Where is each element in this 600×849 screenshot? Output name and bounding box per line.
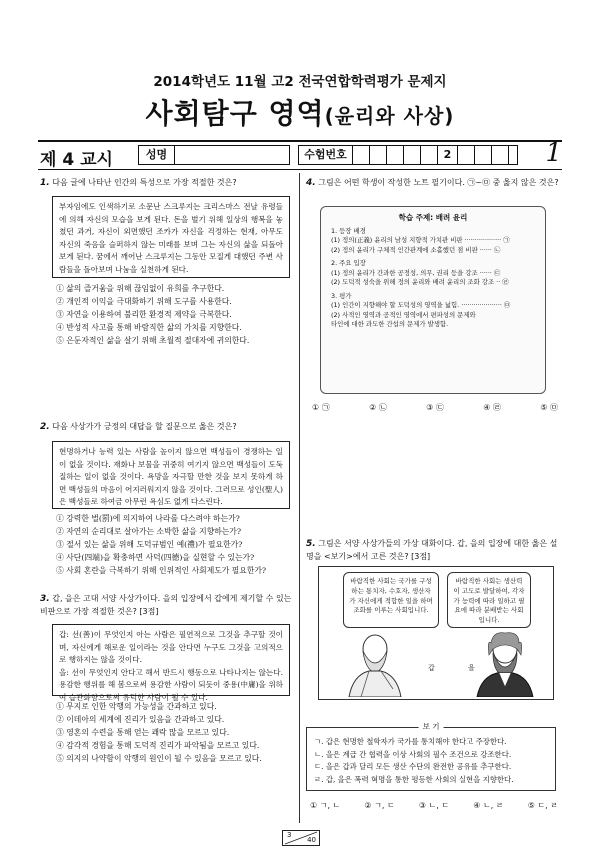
column-divider xyxy=(299,173,300,823)
q2-stem: 다음 사상가가 긍정의 대답을 할 질문으로 옳은 것은? xyxy=(52,422,237,431)
q2-option-2[interactable]: ② 자연의 순리대로 살아가는 소박한 삶을 지향하는가? xyxy=(56,527,242,536)
name-label: 성명 xyxy=(139,146,175,164)
q4-note-title: 학습 주제: 배려 윤리 xyxy=(398,213,468,222)
q3-options xyxy=(56,700,294,765)
q4-stem: 그림은 어떤 학생이 작성한 노트 필기이다. ㉠~㉤ 중 옳지 않은 것은? xyxy=(318,178,559,187)
header-rule xyxy=(38,140,562,142)
q5-bogi xyxy=(306,722,556,791)
period-label: 제 4 교시 xyxy=(40,150,113,170)
q3-option-1[interactable]: ① 무지로 인한 악행의 가능성을 간과하고 있다. xyxy=(56,702,217,711)
q3-passage-eul: 을: 선이 무엇인지 안다고 해서 반드시 행동으로 나타나지는 않는다. 용감한 행위를 해 봄으로써 용감한 사람이 되듯이 중용(中庸)을 위하여 습관화함으로써 유덕한 사람이 될 수 있다. xyxy=(59,667,283,702)
number-box xyxy=(298,145,518,165)
label-eul: 을 xyxy=(468,664,475,672)
label-gap: 갑 xyxy=(428,664,435,672)
number-digit: 2 xyxy=(438,146,458,164)
name-box xyxy=(138,145,290,165)
q2-option-3[interactable]: ③ 절서 있는 삶을 위해 도덕규범인 예(禮)가 필요한가? xyxy=(56,540,243,549)
philosopher-gap-figure xyxy=(339,629,411,697)
q2-passage: 현명하거나 능력 있는 사람을 높이지 않으면 백성들이 경쟁하는 일이 없을 것이다. 재화나 보물을 귀중히 여기지 않으면 백성들이 도둑질하는 일이 없을 것이다. 욕망을 자극할 만한 것을 보지 못하게 하면 백성들의 마음이 어지러워지지 않을 것이다. 그러므로 성인(聖人)은 백성들로 하여금 아무런 욕심도 없게 다스린다. xyxy=(52,441,290,509)
q4-choice-3[interactable]: ③ ㉢ xyxy=(426,403,444,412)
q4-section-1: 1. 등장 배경 (1) 정의(正義) 윤리의 남성 지향적 가치관 비판 ·················· ㉠ (2) 정의 윤리가 구체적 인간관계에 소홀했던 점 비판 ······ ㉡ xyxy=(331,226,510,254)
q1-option-3[interactable]: ③ 자연을 이용하여 불리한 환경적 제약을 극복한다. xyxy=(56,310,232,319)
page-counter-bottom: 40 xyxy=(307,836,316,844)
q5-choice-4[interactable]: ④ ㄴ, ㄹ xyxy=(473,801,504,810)
q3-option-2[interactable]: ② 이데아의 세계에 진리가 있음을 간과하고 있다. xyxy=(56,715,225,724)
q3-option-4[interactable]: ④ 감각적 경험을 통해 도덕적 진리가 파악됨을 모르고 있다. xyxy=(56,741,260,750)
subject-title xyxy=(0,92,600,132)
question-4: 4. 그림은 어떤 학생이 작성한 노트 필기이다. ㉠~㉤ 중 옳지 않은 것은? xyxy=(306,178,559,188)
subject-sub: (윤리와 사상) xyxy=(324,104,455,128)
q1-option-4[interactable]: ④ 반성적 사고를 통해 바람직한 삶의 가치를 지향한다. xyxy=(56,323,242,332)
q1-passage: 부자임에도 인색하기로 소문난 스크루지는 크리스마스 전날 유령들에 의해 자신의 모습을 보게 된다. 돈을 벌기 위해 일상의 행복을 놓쳤던 과거, 자신이 외면했던 조카가 자신을 걱정하는 현재, 아무도 자신의 죽음을 슬퍼하지 않는 미래를 보며 그는 자신의 삶을 되돌아보게 된다. 꿈에서 깨어난 스크루지는 그동안 모질게 대했던 주변 사람들을 돌아보며 나눔을 실천하게 된다. xyxy=(52,196,290,278)
subject-main: 사회탐구 영역 xyxy=(145,97,325,130)
page-number: 1 xyxy=(545,138,562,168)
q4-section-2: 2. 주요 입장 (1) 정의 윤리가 간과한 공정성, 의무, 권리 등을 강조 ······ ㉢ (2) 도덕적 성숙을 위해 정의 윤리와 배려 윤리의 조화 강조 ·· ㉣ xyxy=(331,259,509,286)
bogi-item-3: ㄷ. 을은 갑과 달리 모든 생산 수단의 완전한 공유를 추구한다. xyxy=(314,762,512,771)
question-2: 2. 다음 사상가가 긍정의 대답을 할 질문으로 옳은 것은? xyxy=(40,422,237,432)
q5-choice-2[interactable]: ② ㄱ, ㄷ xyxy=(364,801,395,810)
q5-choice-1[interactable]: ① ㄱ, ㄴ xyxy=(310,801,341,810)
q1-option-2[interactable]: ② 개인적 이익을 극대화하기 위해 도구를 사용한다. xyxy=(56,297,232,306)
bogi-item-4: ㄹ. 갑, 을은 폭력 혁명을 통한 평등한 사회의 실현을 지향한다. xyxy=(314,774,514,784)
q3-option-5[interactable]: ⑤ 의지의 나약함이 악행의 원인이 될 수 있음을 모르고 있다. xyxy=(56,754,262,763)
q1-option-1[interactable]: ① 삶의 즐거움을 위해 끊임없이 유희를 추구한다. xyxy=(56,284,225,293)
bubble-gap: 바람직한 사회는 국가를 구성하는 통치자, 수호자, 생산자가 자신에게 적합한 일을 하며 조화를 이루는 사회입니다. xyxy=(343,572,439,628)
q5-stem: 그림은 서양 사상가들의 가상 대화이다. 갑, 을의 입장에 대한 옳은 설명을 <보기>에서 고른 것은? [3점] xyxy=(306,539,558,561)
q5-illustration xyxy=(318,566,554,700)
q5-choices xyxy=(310,800,558,811)
bogi-item-1: ㄱ. 갑은 현명한 철학자가 국가를 통치해야 한다고 주장한다. xyxy=(314,737,507,746)
q1-options xyxy=(56,282,292,347)
q1-option-5[interactable]: ⑤ 은둔자적인 삶을 살기 위해 초월적 절대자에 귀의한다. xyxy=(56,336,250,345)
page-counter xyxy=(282,830,320,846)
question-1: 1. 다음 글에 나타난 인간의 특성으로 가장 적절한 것은? xyxy=(40,178,237,188)
q4-choice-2[interactable]: ② ㉡ xyxy=(369,403,387,412)
q4-note xyxy=(320,206,546,394)
q4-choice-4[interactable]: ④ ㉣ xyxy=(483,403,501,412)
q3-passage xyxy=(52,624,290,702)
question-5: 5. 그림은 서양 사상가들의 가상 대화이다. 갑, 을의 입장에 대한 옳은 설명을 <보기>에서 고른 것은? [3점] xyxy=(306,539,558,561)
q2-option-5[interactable]: ⑤ 사회 혼란을 극복하기 위해 인위적인 사회제도가 필요한가? xyxy=(56,566,267,575)
q4-choice-5[interactable]: ⑤ ㉤ xyxy=(540,403,558,412)
q4-choice-1[interactable]: ① ㉠ xyxy=(312,403,330,412)
q3-passage-gap: 갑: 선(善)이 무엇인지 아는 사람은 필연적으로 그것을 추구할 것이며, 자신에게 해로운 일이라는 것을 안다면 누구도 그것을 고의적으로 행하지는 않을 것이다. xyxy=(59,630,283,664)
q1-stem: 다음 글에 나타난 인간의 특성으로 가장 적절한 것은? xyxy=(52,178,237,187)
page-counter-top: 3 xyxy=(287,831,292,839)
number-label: 수험번호 xyxy=(299,146,353,164)
bogi-item-2: ㄴ. 을은 계급 간 협력을 이상 사회의 필수 조건으로 강조한다. xyxy=(314,749,512,759)
q3-option-3[interactable]: ③ 영혼의 수련을 통해 얻는 쾌락 많을 모르고 있다. xyxy=(56,728,230,737)
exam-title: 2014학년도 11월 고2 전국연합학력평가 문제지 xyxy=(153,74,447,90)
q4-choices xyxy=(312,402,558,413)
bubble-eul: 바람직한 사회는 생산력이 고도로 발달하여, 각자가 능력에 따라 일하고 필요에 따라 분배받는 사회입니다. xyxy=(447,572,531,628)
bogi-title: 보 기 xyxy=(419,721,444,734)
q2-options xyxy=(56,512,292,577)
q4-section-3: 3. 평가 (1) 인간이 지향해야 할 도덕성의 영역을 넓힘. ···················· ㉤ (2) 사적인 영역과 공적인 영역에서 편파성의 문제와 타인에 대한 과도한 간섭의 문제가 발생함. xyxy=(331,291,511,328)
philosopher-eul-figure xyxy=(469,629,541,697)
q5-choice-3[interactable]: ③ ㄴ, ㄷ xyxy=(418,801,450,810)
q3-stem: 갑, 을은 고대 서양 사상가이다. 을의 입장에서 갑에게 제기할 수 있는 비판으로 가장 적절한 것은? [3점] xyxy=(40,594,292,616)
question-3: 3. 갑, 을은 고대 서양 사상가이다. 을의 입장에서 갑에게 제기할 수 있는 비판으로 가장 적절한 것은? [3점] xyxy=(40,594,292,616)
q2-option-4[interactable]: ④ 사단(四端)을 확충하면 사덕(四德)을 실현할 수 있는가? xyxy=(56,553,255,562)
q2-option-1[interactable]: ① 강력한 벌(罰)에 의지하여 나라를 다스려야 하는가? xyxy=(56,514,240,523)
header-rule-2 xyxy=(38,169,562,170)
q5-choice-5[interactable]: ⑤ ㄷ, ㄹ xyxy=(527,801,558,810)
